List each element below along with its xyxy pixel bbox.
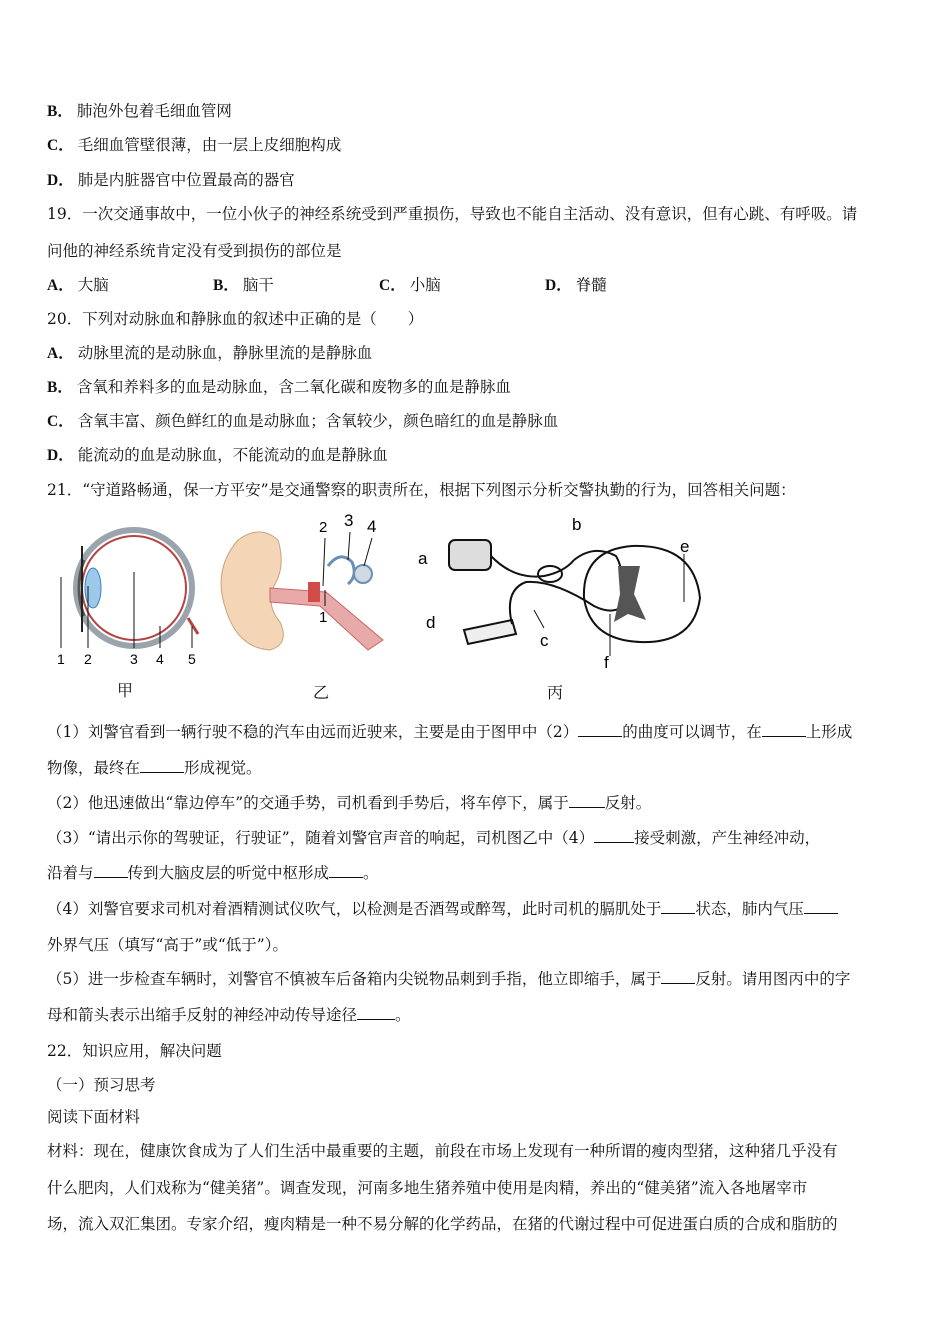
reflex-effector-d — [464, 620, 516, 644]
ear-pointer-2 — [323, 538, 325, 586]
q19-option-c: C． 小脑 — [379, 276, 441, 294]
eye-lens — [85, 568, 101, 608]
ear-label-1: 1 — [319, 609, 328, 626]
ear-label-3: 3 — [344, 511, 354, 530]
reflex-arc-diagram — [414, 510, 714, 670]
ear-pointer-4 — [364, 538, 372, 566]
answer-blank[interactable] — [594, 828, 634, 843]
answer-blank[interactable] — [140, 758, 184, 773]
q21-part3-line2: 沿着与 传到大脑皮层的听觉中枢形成 。 — [47, 864, 379, 882]
reflex-label-e: e — [680, 537, 690, 556]
answer-blank[interactable] — [329, 863, 363, 878]
reflex-label-a: a — [418, 549, 428, 568]
reflex-motor-nerve-c — [510, 582, 620, 624]
reflex-pointer-c — [534, 610, 544, 628]
q21-stem: 21．“守道路畅通，保一方平安”是交通警察的职责所在，根据下列图示分析交警执勤的行为，回答相关问题： — [47, 481, 796, 499]
eye-label-3: 3 — [130, 651, 138, 667]
ear-label-4: 4 — [367, 517, 377, 536]
eye-diagram — [48, 522, 208, 672]
q22-material-line3: 场，流入双汇集团。专家介绍，瘦肉精是一种不易分解的化学药品，在猪的代谢过程中可促进蛋白质的合成和脂肪的 — [47, 1215, 838, 1233]
q19-options — [47, 274, 910, 297]
reflex-label-d: d — [426, 613, 436, 632]
ear-semicircular-canals — [328, 557, 354, 584]
q19-option-b: B． 脑干 — [213, 276, 274, 294]
q21-part1-line2: 物像，最终在 形成视觉。 — [47, 759, 262, 777]
q21-part4-line1: （4）刘警官要求司机对着酒精测试仪吹气，以检测是否酒驾或醉驾，此时司机的膈肌处于 状态，肺内气压 — [47, 898, 910, 920]
q22-material-line2: 什么肥肉，人们戏称为“健美猪”。调查发现，河南多地生猪养殖中使用是肉精，养出的“健美猪”流入各地屠宰市 — [47, 1179, 808, 1197]
q18-option-c: C． 毛细血管壁很薄，由一层上皮细胞构成 — [47, 136, 342, 154]
q22-material-line1: 材料：现在，健康饮食成为了人们生活中最重要的主题，前段在市场上发现有一种所谓的瘦肉型猪，这种猪几乎没有 — [47, 1142, 838, 1160]
q22-subheading: （一）预习思考 — [47, 1076, 156, 1094]
q19-stem-line1: 19．一次交通事故中，一位小伙子的神经系统受到严重损伤，导致也不能自主活动、没有意识，但有心跳、有呼吸。请 — [47, 205, 858, 223]
q21-part5-line1: （5）进一步检查车辆时，刘警官不慎被车后备箱内尖锐物品刺到手指，他立即缩手，属于 反射。请用图丙中的字 — [47, 970, 851, 988]
figure-yi-label: 乙 — [313, 685, 330, 702]
q18-option-b: B． 肺泡外包着毛细血管网 — [47, 102, 232, 120]
q21-part3-line1: （3）“请出示你的驾驶证，行驶证”，随着刘警官声音的响起，司机图乙中（4） 接受刺激，产生神经冲动， — [47, 829, 821, 847]
q21-part2: （2）他迅速做出“靠边停车”的交通手势，司机看到手势后，将车停下，属于 反射。 — [47, 794, 652, 812]
answer-blank[interactable] — [661, 899, 695, 914]
reflex-gray-matter — [614, 566, 646, 622]
q21-part4-line2: 外界气压（填写“高于”或“低于”）。 — [47, 936, 288, 954]
answer-blank[interactable] — [94, 863, 128, 878]
reflex-label-c: c — [540, 631, 549, 650]
reflex-label-f: f — [604, 653, 609, 670]
reflex-receptor-a — [449, 540, 491, 570]
ear-pointer-3 — [348, 532, 350, 560]
q22-read-instruction: 阅读下面材料 — [47, 1108, 141, 1126]
q20-option-d: D． 能流动的血是动脉血，不能流动的血是静脉血 — [47, 446, 388, 464]
answer-blank[interactable] — [661, 969, 695, 984]
reflex-label-b: b — [572, 515, 582, 534]
q20-option-c: C． 含氧丰富、颜色鲜红的血是动脉血；含氧较少，颜色暗红的血是静脉血 — [47, 412, 559, 430]
answer-blank[interactable] — [762, 722, 806, 737]
eye-label-1: 1 — [57, 651, 65, 667]
eye-label-5: 5 — [188, 651, 196, 667]
figure-bing-label: 丙 — [547, 685, 564, 702]
answer-blank[interactable] — [578, 722, 622, 737]
q20-stem: 20．下列对动脉血和静脉血的叙述中正确的是（ ） — [47, 310, 424, 328]
q20-option-b: B． 含氧和养料多的血是动脉血，含二氧化碳和废物多的血是静脉血 — [47, 378, 511, 396]
answer-blank[interactable] — [357, 1005, 395, 1020]
ear-eardrum — [308, 582, 320, 602]
eye-label-4: 4 — [156, 651, 164, 667]
ear-cochlea — [354, 565, 372, 583]
q22-stem: 22．知识应用，解决问题 — [47, 1042, 222, 1060]
answer-blank[interactable] — [804, 899, 838, 914]
answer-blank[interactable] — [569, 793, 605, 808]
q21-part5-line2: 母和箭头表示出缩手反射的神经冲动传导途径 。 — [47, 1006, 411, 1024]
q21-part1-line1: （1）刘警官看到一辆行驶不稳的汽车由远而近驶来，主要是由于图甲中（2） 的曲度可以调节，在 上形成 — [47, 723, 853, 741]
q18-option-d: D． 肺是内脏器官中位置最高的器官 — [47, 171, 295, 189]
eye-label-2: 2 — [84, 651, 92, 667]
q19-stem-line2: 问他的神经系统肯定没有受到损伤的部位是 — [47, 242, 342, 260]
figure-jia-label: 甲 — [117, 683, 134, 700]
ear-label-2: 2 — [319, 519, 328, 536]
eye-optic-nerve — [188, 618, 198, 634]
ear-diagram — [208, 510, 408, 660]
q19-option-a: A． 大脑 — [47, 276, 109, 294]
reflex-spinal-cord — [584, 546, 700, 642]
q19-option-d: D． 脊髓 — [545, 276, 607, 294]
q20-option-a: A． 动脉里流的是动脉血，静脉里流的是静脉血 — [47, 344, 373, 362]
